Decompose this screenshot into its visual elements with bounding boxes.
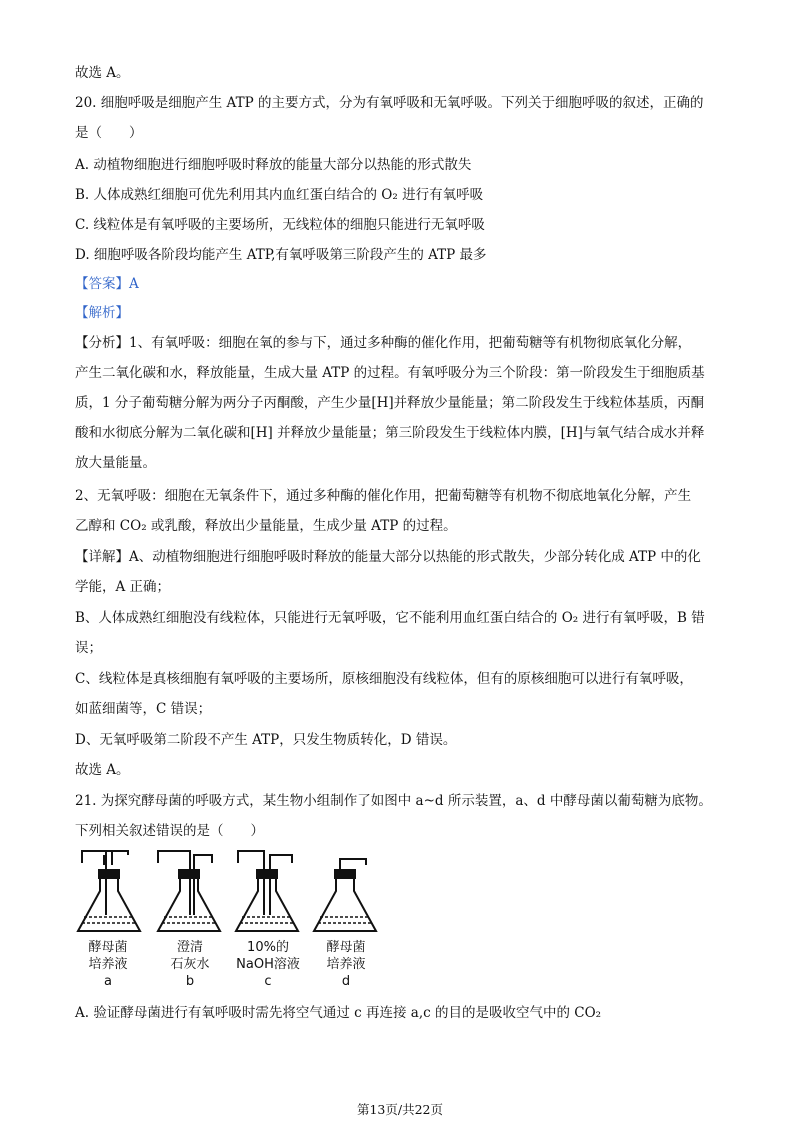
flask-b-label-2: 石灰水 (170, 957, 210, 972)
detail-line: B、人体成熟红细胞没有线粒体，只能进行无氧呼吸，它不能利用血红蛋白结合的 O₂ 进行有氧呼吸，B 错 (75, 610, 705, 626)
detail-line: C、线粒体是真核细胞有氧呼吸的主要场所，原核细胞没有线粒体，但有的原核细胞可以进行有氧呼吸， (75, 671, 693, 687)
flask-d-label-2: 培养液 (326, 957, 366, 972)
flask-c-label-1: 10%的 (247, 940, 289, 955)
analysis-line: 乙醇和 CO₂ 或乳酸，释放出少量能量，生成少量 ATP 的过程。 (75, 518, 457, 534)
flask-a-label-1: 酵母菌 (88, 940, 128, 955)
analysis-label: 【解析】 (75, 305, 129, 321)
flask-d-letter: d (341, 974, 351, 989)
conclusion-line: 故选 A。 (75, 762, 130, 778)
flask-a-drawing (78, 851, 140, 931)
flask-d-drawing (314, 859, 376, 931)
option-b: B. 人体成熟红细胞可优先利用其内血红蛋白结合的 O₂ 进行有氧呼吸 (75, 187, 484, 203)
analysis-line: 质，1 分子葡萄糖分解为两分子丙酮酸，产生少量[H]并释放少量能量；第二阶段发生于线粒体基质，丙酮 (75, 395, 705, 411)
analysis-line: 放大量能量。 (75, 455, 156, 471)
option-c: C. 线粒体是有氧呼吸的主要场所，无线粒体的细胞只能进行无氧呼吸 (75, 217, 485, 233)
answer-label: 【答案】A (75, 276, 139, 292)
flask-c-drawing (236, 851, 298, 931)
question-21-option-a: A. 验证酵母菌进行有氧呼吸时需先将空气通过 c 再连接 a,c 的目的是吸收空气中的 CO₂ (75, 1005, 602, 1021)
analysis-line: 【分析】1、有氧呼吸：细胞在氧的参与下，通过多种酶的催化作用，把葡萄糖等有机物彻底氧化分解， (75, 335, 692, 351)
analysis-line: 酸和水彻底分解为二氧化碳和[H] 并释放少量能量；第三阶段发生于线粒体内膜，[H]与氧气结合成水并释 (75, 425, 705, 441)
page-footer: 第13页/共22页 (356, 1102, 444, 1117)
flask-b-drawing (158, 851, 220, 931)
analysis-line: 产生二氧化碳和水，释放能量，生成大量 ATP 的过程。有氧呼吸分为三个阶段：第一阶段发生于细胞质基 (75, 365, 705, 381)
flask-apparatus-figure (70, 845, 380, 995)
flask-b-label-1: 澄清 (176, 940, 204, 955)
flask-c-label-2: NaOH溶液 (236, 957, 300, 972)
detail-line: 误； (75, 640, 102, 656)
option-a: A. 动植物细胞进行细胞呼吸时释放的能量大部分以热能的形式散失 (75, 157, 472, 173)
question-21-stem: 21. 为探究酵母菌的呼吸方式，某生物小组制作了如图中 a~d 所示装置，a、d 中酵母菌以葡萄糖为底物。 (75, 793, 712, 809)
question-21-stem-cont: 下列相关叙述错误的是（ ） (75, 823, 264, 839)
flask-d-label-1: 酵母菌 (326, 940, 366, 955)
flask-c-letter: c (264, 974, 272, 989)
detail-line: 【详解】A、动植物细胞进行细胞呼吸时释放的能量大部分以热能的形式散失，少部分转化成 ATP 中的化 (75, 549, 701, 565)
flask-b-letter: b (185, 974, 195, 989)
flask-a-letter: a (104, 974, 112, 989)
option-d: D. 细胞呼吸各阶段均能产生 ATP,有氧呼吸第三阶段产生的 ATP 最多 (75, 247, 487, 263)
detail-line: 如蓝细菌等，C 错误； (75, 701, 212, 717)
text-line: 故选 A。 (75, 65, 130, 81)
analysis-line: 2、无氧呼吸：细胞在无氧条件下，通过多种酶的催化作用，把葡萄糖等有机物不彻底地氧化分解，产生 (75, 488, 692, 504)
question-20-stem-cont: 是（ ） (75, 125, 143, 141)
detail-line: D、无氧呼吸第二阶段不产生 ATP，只发生物质转化，D 错误。 (75, 732, 457, 748)
question-20-stem: 20. 细胞呼吸是细胞产生 ATP 的主要方式，分为有氧呼吸和无氧呼吸。下列关于细胞呼吸的叙述，正确的 (75, 95, 704, 111)
flask-a-label-2: 培养液 (88, 957, 128, 972)
detail-line: 学能，A 正确； (75, 579, 171, 595)
